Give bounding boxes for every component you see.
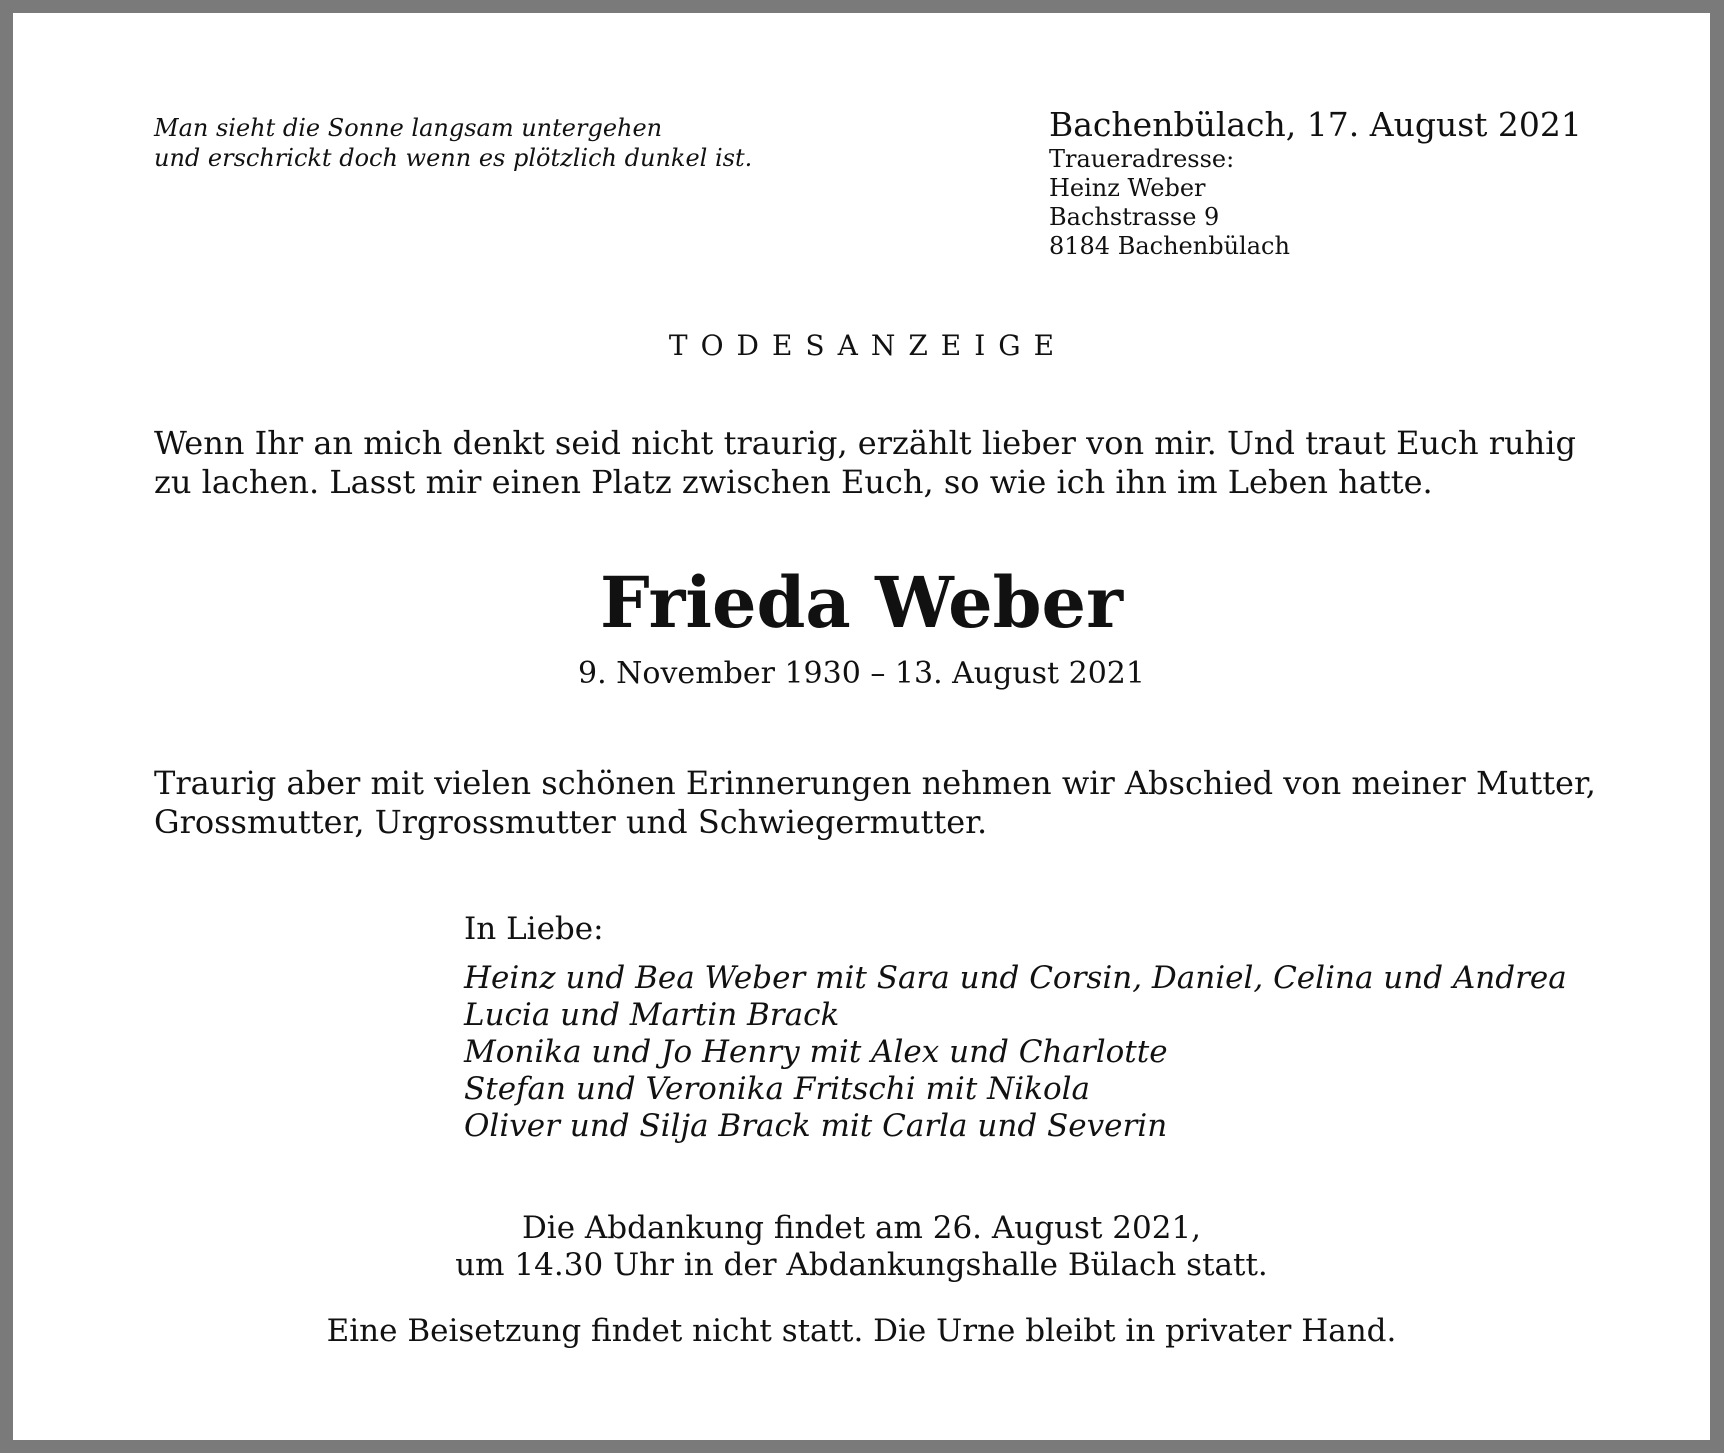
ceremony-info	[13, 1210, 1710, 1284]
quote	[154, 424, 1584, 502]
deceased-name: Frieda Weber	[600, 561, 1123, 644]
list-item: Oliver und Silja Brack mit Carla und Severin	[464, 1108, 1168, 1144]
mourners-label: In Liebe:	[464, 911, 604, 947]
quote-line: zu lachen. Lasst mir einen Platz zwischen Euch, so wie ich ihn im Leben hatte.	[154, 463, 1433, 501]
obituary-page	[13, 13, 1710, 1440]
ceremony-line: Die Abdankung findet am 26. August 2021,	[521, 1210, 1202, 1246]
motto	[154, 113, 752, 173]
ceremony-line: um 14.30 Uhr in der Abdankungshalle Bülach statt.	[455, 1247, 1268, 1283]
quote-line: Wenn Ihr an mich denkt seid nicht traurig, erzählt lieber von mir. Und traut Euch ruhig	[154, 424, 1576, 462]
address-street: Bachstrasse 9	[1049, 203, 1220, 231]
farewell-line: Grossmutter, Urgrossmutter und Schwiegermutter.	[154, 803, 988, 841]
address-city: 8184 Bachenbülach	[1049, 232, 1290, 260]
urn-note: Eine Beisetzung findet nicht statt. Die Urne bleibt in privater Hand.	[326, 1313, 1397, 1349]
motto-line: Man sieht die Sonne langsam untergehen	[154, 114, 663, 142]
mourners-list	[464, 960, 1567, 1145]
list-item: Lucia und Martin Brack	[464, 997, 840, 1033]
life-dates: 9. November 1930 – 13. August 2021	[578, 656, 1145, 691]
farewell-line: Traurig aber mit vielen schönen Erinnerungen nehmen wir Abschied von meiner Mutter,	[154, 764, 1596, 802]
list-item: Stefan und Veronika Fritschi mit Nikola	[464, 1071, 1091, 1107]
page-title: TODESANZEIGE	[668, 329, 1068, 362]
mourning-address	[1049, 105, 1582, 261]
dateline: Bachenbülach, 17. August 2021	[1049, 105, 1582, 144]
address-label: Traueradresse:	[1049, 145, 1235, 173]
farewell-text	[154, 764, 1594, 842]
list-item: Monika und Jo Henry mit Alex und Charlotte	[464, 1034, 1168, 1070]
address-name: Heinz Weber	[1049, 174, 1206, 202]
motto-line: und erschrickt doch wenn es plötzlich dunkel ist.	[154, 144, 753, 172]
list-item: Heinz und Bea Weber mit Sara und Corsin, Daniel, Celina und Andrea	[464, 960, 1567, 996]
